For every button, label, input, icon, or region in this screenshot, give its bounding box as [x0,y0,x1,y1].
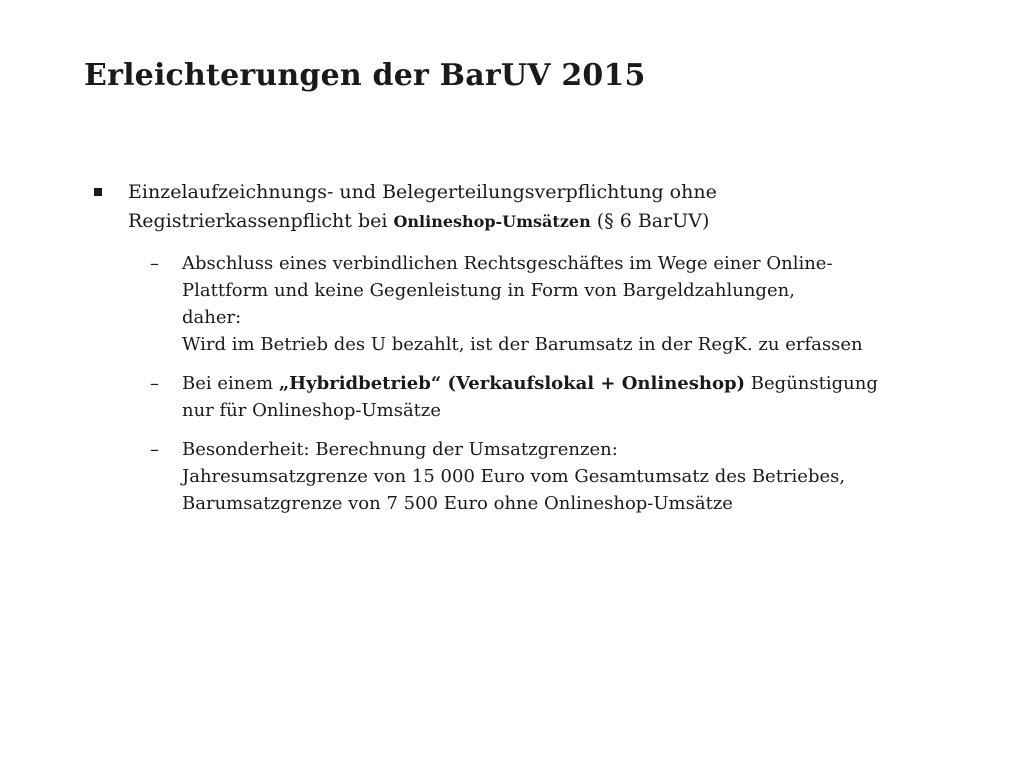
sub-item-1-line-3: daher: [182,307,242,328]
sub-item-3 [88,436,968,517]
sub-item-1 [88,250,968,358]
sub-item-3-line-2: Jahresumsatzgrenze von 15 000 Euro vom Gesamtumsatz des Betriebes, [182,466,846,487]
bullet-line-2-post: (§ 6 BarUV) [590,210,710,232]
sub-item-2-bold: „Hybridbetrieb“ (Verkaufslokal + Onlineshop) [278,373,746,394]
sub-item-1-line-2: Plattform und keine Gegenleistung in Form von Bargeldzahlungen, [182,280,795,301]
bullet-item [88,178,968,236]
sub-list [88,250,968,517]
sub-item-3-line-1: Besonderheit: Berechnung der Umsatzgrenzen: [182,439,618,460]
sub-item-2-line-2: nur für Onlineshop-Umsätze [182,400,442,421]
sub-item-2-pre: Bei einem [182,373,279,394]
bullet-line-2 [128,207,968,236]
dash-bullet-icon: – [150,439,159,460]
dash-bullet-icon: – [150,373,159,394]
slide-content [88,178,968,533]
bullet-line-2-bold: Onlineshop-Umsätzen [393,212,591,231]
dash-bullet-icon: – [150,253,159,274]
sub-item-1-line-4: Wird im Betrieb des U bezahlt, ist der Barumsatz in der RegK. zu erfassen [182,334,863,355]
slide-title: Erleichterungen der BarUV 2015 [84,58,646,93]
sub-item-3-line-3: Barumsatzgrenze von 7 500 Euro ohne Onlineshop-Umsätze [182,493,733,514]
bullet-line-1: Einzelaufzeichnungs- und Belegerteilungsverpflichtung ohne [128,181,717,203]
sub-item-2-line-1 [182,370,968,397]
square-bullet-icon [94,188,102,196]
bullet-line-2-pre: Registrierkassenpflicht bei [128,210,394,232]
sub-item-2 [88,370,968,424]
sub-item-1-line-1: Abschluss eines verbindlichen Rechtsgeschäftes im Wege einer Online- [182,253,833,274]
sub-item-2-post: Begünstigung [745,373,878,394]
